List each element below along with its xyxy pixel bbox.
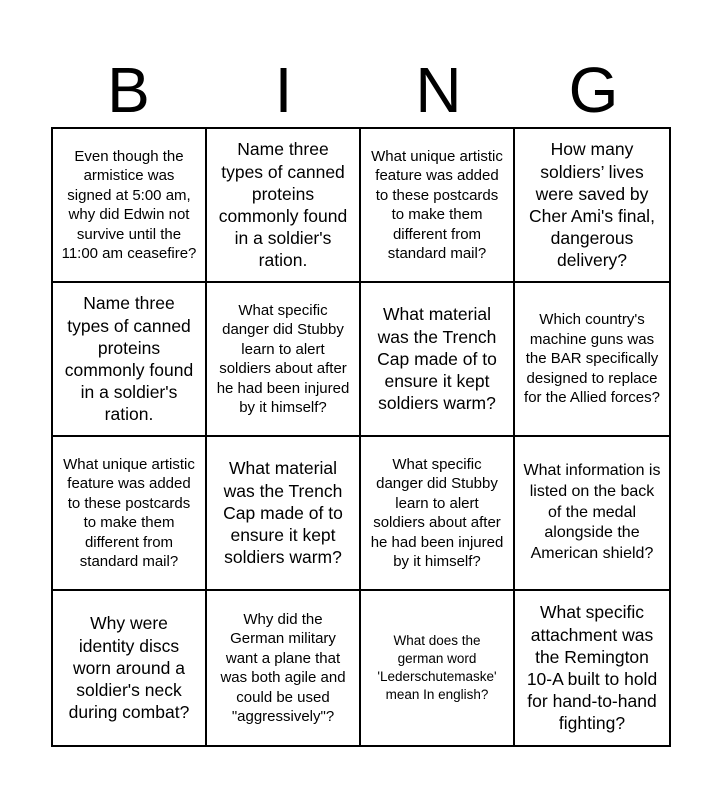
cell-question: Which country's machine guns was the BAR specifically designed to replace for the Allied forces?	[524, 311, 660, 407]
cell-question: Even though the armistice was signed at 5:00 am, why did Edwin not survive until the 11:00 am ceasefire?	[61, 147, 197, 262]
bingo-cell[interactable]	[361, 283, 515, 437]
bingo-cell[interactable]	[53, 591, 207, 745]
bingo-cell[interactable]	[361, 591, 515, 745]
cell-question: What specific danger did Stubby learn to alert soldiers about after he had been injured by it himself?	[370, 455, 504, 570]
bingo-cell[interactable]	[207, 591, 361, 745]
cell-question: How many soldiers’ lives were saved by Cher Ami's final, dangerous delivery?	[529, 139, 655, 271]
cell-question: What unique artistic feature was added to these postcards to make them different from standard mail?	[371, 147, 503, 262]
bingo-cell[interactable]	[361, 437, 515, 591]
cell-question: What does the german word 'Lederschutemaske' mean In english?	[377, 632, 497, 703]
cell-question: Name three types of canned proteins commonly found in a soldier's ration.	[64, 293, 194, 425]
cell-question: What specific attachment was the Remington 10-A built to hold for hand-to-hand fighting?	[526, 602, 658, 734]
header-letter-i: I	[274, 54, 293, 126]
bingo-cell[interactable]	[207, 283, 361, 437]
bingo-cell[interactable]	[515, 591, 669, 745]
bingo-cell[interactable]	[515, 437, 669, 591]
bingo-cell[interactable]	[207, 437, 361, 591]
bingo-cell[interactable]	[515, 129, 669, 283]
header-letter-b: B	[107, 54, 150, 126]
header-letter-g: G	[568, 54, 619, 126]
cell-question: What material was the Trench Cap made of to ensure it kept soldiers warm?	[223, 458, 343, 568]
bingo-cell[interactable]	[53, 283, 207, 437]
cell-question: Name three types of canned proteins commonly found in a soldier's ration.	[218, 139, 348, 271]
bingo-cell[interactable]	[361, 129, 515, 283]
cell-question: What information is listed on the back of the medal alongside the American shield?	[523, 462, 661, 563]
cell-question: Why did the German military want a plane that was both agile and could be used "aggressively"?	[220, 610, 346, 725]
bingo-cell[interactable]	[53, 437, 207, 591]
bingo-cell[interactable]	[207, 129, 361, 283]
header-letter-n: N	[415, 54, 462, 126]
bingo-header	[51, 52, 671, 128]
bingo-cell[interactable]	[53, 129, 207, 283]
bingo-board	[51, 127, 671, 747]
cell-question: What unique artistic feature was added to these postcards to make them different from standard mail?	[63, 455, 195, 570]
cell-question: Why were identity discs worn around a soldier's neck during combat?	[68, 613, 190, 723]
bingo-cell[interactable]	[515, 283, 669, 437]
cell-question: What specific danger did Stubby learn to alert soldiers about after he had been injured by it himself?	[216, 301, 350, 416]
cell-question: What material was the Trench Cap made of to ensure it kept soldiers warm?	[377, 304, 497, 414]
